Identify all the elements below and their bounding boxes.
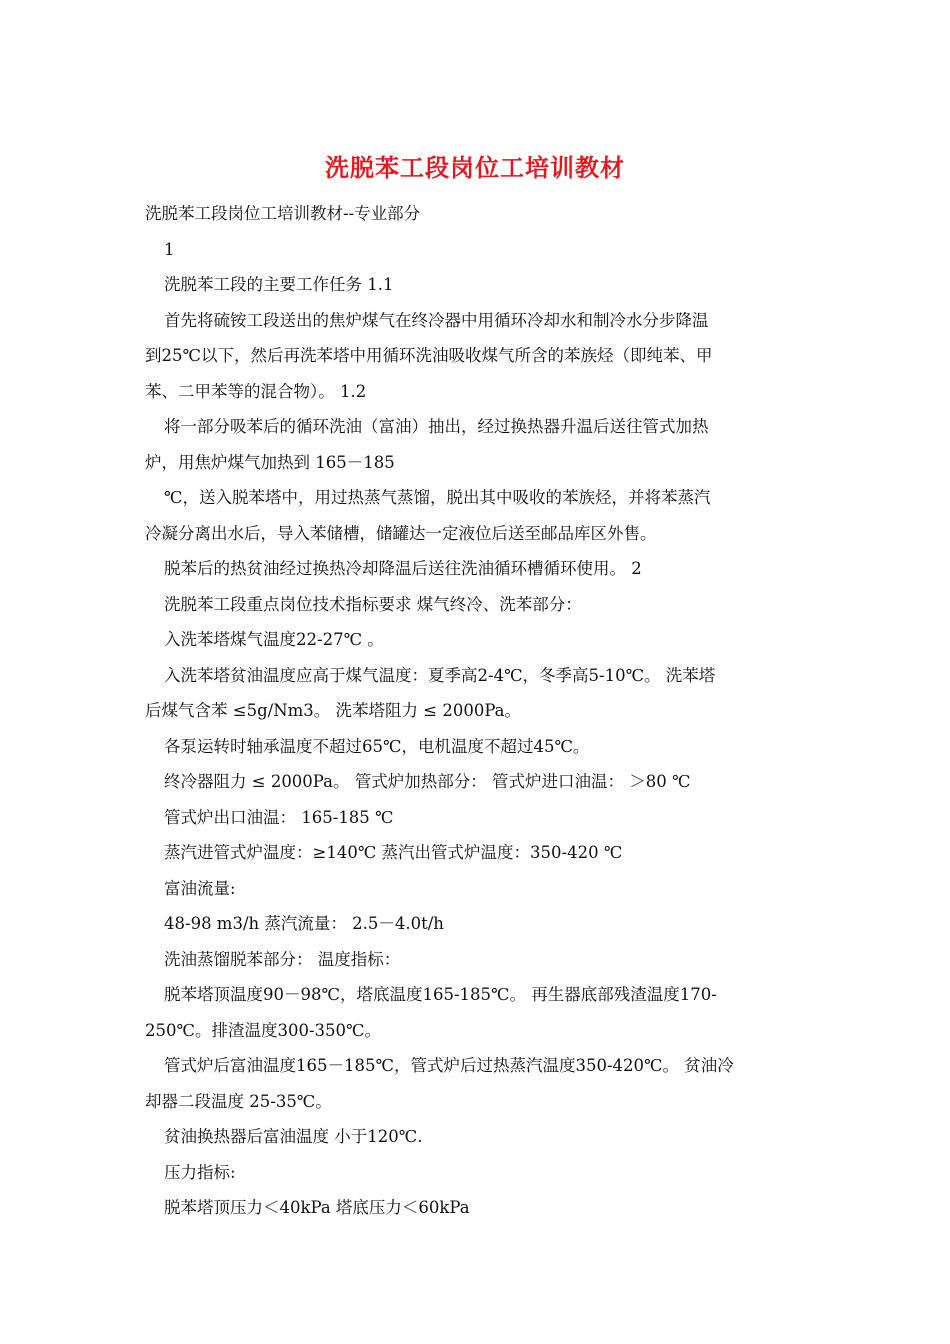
body-paragraph: 贫油换热器后富油温度 小于120℃. [164, 1127, 423, 1146]
body-paragraph: 各泵运转时轴承温度不超过65℃，电机温度不超过45℃。 [164, 736, 590, 756]
body-paragraph: 洗脱苯工段重点岗位技术指标要求 煤气终冷、洗苯部分： [164, 594, 582, 614]
body-paragraph: 到25℃以下，然后再洗苯塔中用循环洗油吸收煤气所含的苯族烃（即纯苯、甲 [145, 346, 713, 365]
body-paragraph: 压力指标: [164, 1162, 236, 1182]
body-paragraph: 1 [164, 239, 175, 259]
body-paragraph: 将一部分吸苯后的循环洗油（富油）抽出，经过换热器升温后送往管式加热 [164, 417, 709, 436]
body-paragraph: 苯、二甲苯等的混合物）。 1.2 [145, 381, 367, 401]
body-paragraph: 入洗苯塔煤气温度22-27℃ 。 [164, 630, 384, 649]
body-paragraph: 首先将硫铵工段送出的焦炉煤气在终冷器中用循环冷却水和制冷水分步降温 [164, 310, 709, 330]
body-paragraph: 却器二段温度 25-35℃。 [145, 1091, 332, 1111]
body-paragraph: 脱苯后的热贫油经过换热冷却降温后送往洗油循环槽循环使用。 2 [164, 559, 642, 578]
body-paragraph: 洗脱苯工段岗位工培训教材--专业部分 [145, 204, 421, 223]
body-paragraph: 洗油蒸馏脱苯部分： 温度指标： [164, 949, 401, 969]
body-paragraph: ℃，送入脱苯塔中，用过热蒸气蒸馏，脱出其中吸收的苯族烃，并将苯蒸汽 [164, 488, 711, 507]
body-paragraph: 脱苯塔顶压力＜40kPa 塔底压力＜60kPa [164, 1198, 470, 1217]
body-paragraph: 48-98 m3/h 蒸汽流量： 2.5－4.0t/h [164, 914, 444, 933]
body-paragraph: 入洗苯塔贫油温度应高于煤气温度：夏季高2-4℃，冬季高5-10℃。 洗苯塔 [164, 665, 716, 685]
body-paragraph: 管式炉后富油温度165－185℃，管式炉后过热蒸汽温度350-420℃。 贫油冷 [164, 1056, 734, 1075]
body-paragraph: 炉，用焦炉煤气加热到 165－185 [145, 452, 395, 472]
body-paragraph: 脱苯塔顶温度90－98℃，塔底温度165-185℃。 再生器底部残渣温度170- [164, 985, 717, 1004]
document-body [145, 196, 810, 1226]
body-paragraph: 冷凝分离出水后，导入苯储槽，储罐达一定液位后送至邮品库区外售。 [145, 523, 657, 543]
body-paragraph: 蒸汽进管式炉温度：≥140℃ 蒸汽出管式炉温度：350-420 ℃ [164, 843, 623, 862]
body-paragraph: 富油流量: [164, 878, 236, 898]
body-paragraph: 管式炉出口油温： 165-185 ℃ [164, 807, 394, 827]
document-title: 洗脱苯工段岗位工培训教材 [325, 153, 625, 182]
body-paragraph: 终冷器阻力 ≤ 2000Pa。 管式炉加热部分： 管式炉进口油温： ＞80 ℃ [164, 772, 691, 791]
body-paragraph: 250℃。排渣温度300-350℃。 [145, 1020, 381, 1040]
body-paragraph: 洗脱苯工段的主要工作任务 1.1 [164, 275, 394, 294]
body-paragraph: 后煤气含苯 ≤5g/Nm3。 洗苯塔阻力 ≤ 2000Pa。 [145, 701, 522, 720]
